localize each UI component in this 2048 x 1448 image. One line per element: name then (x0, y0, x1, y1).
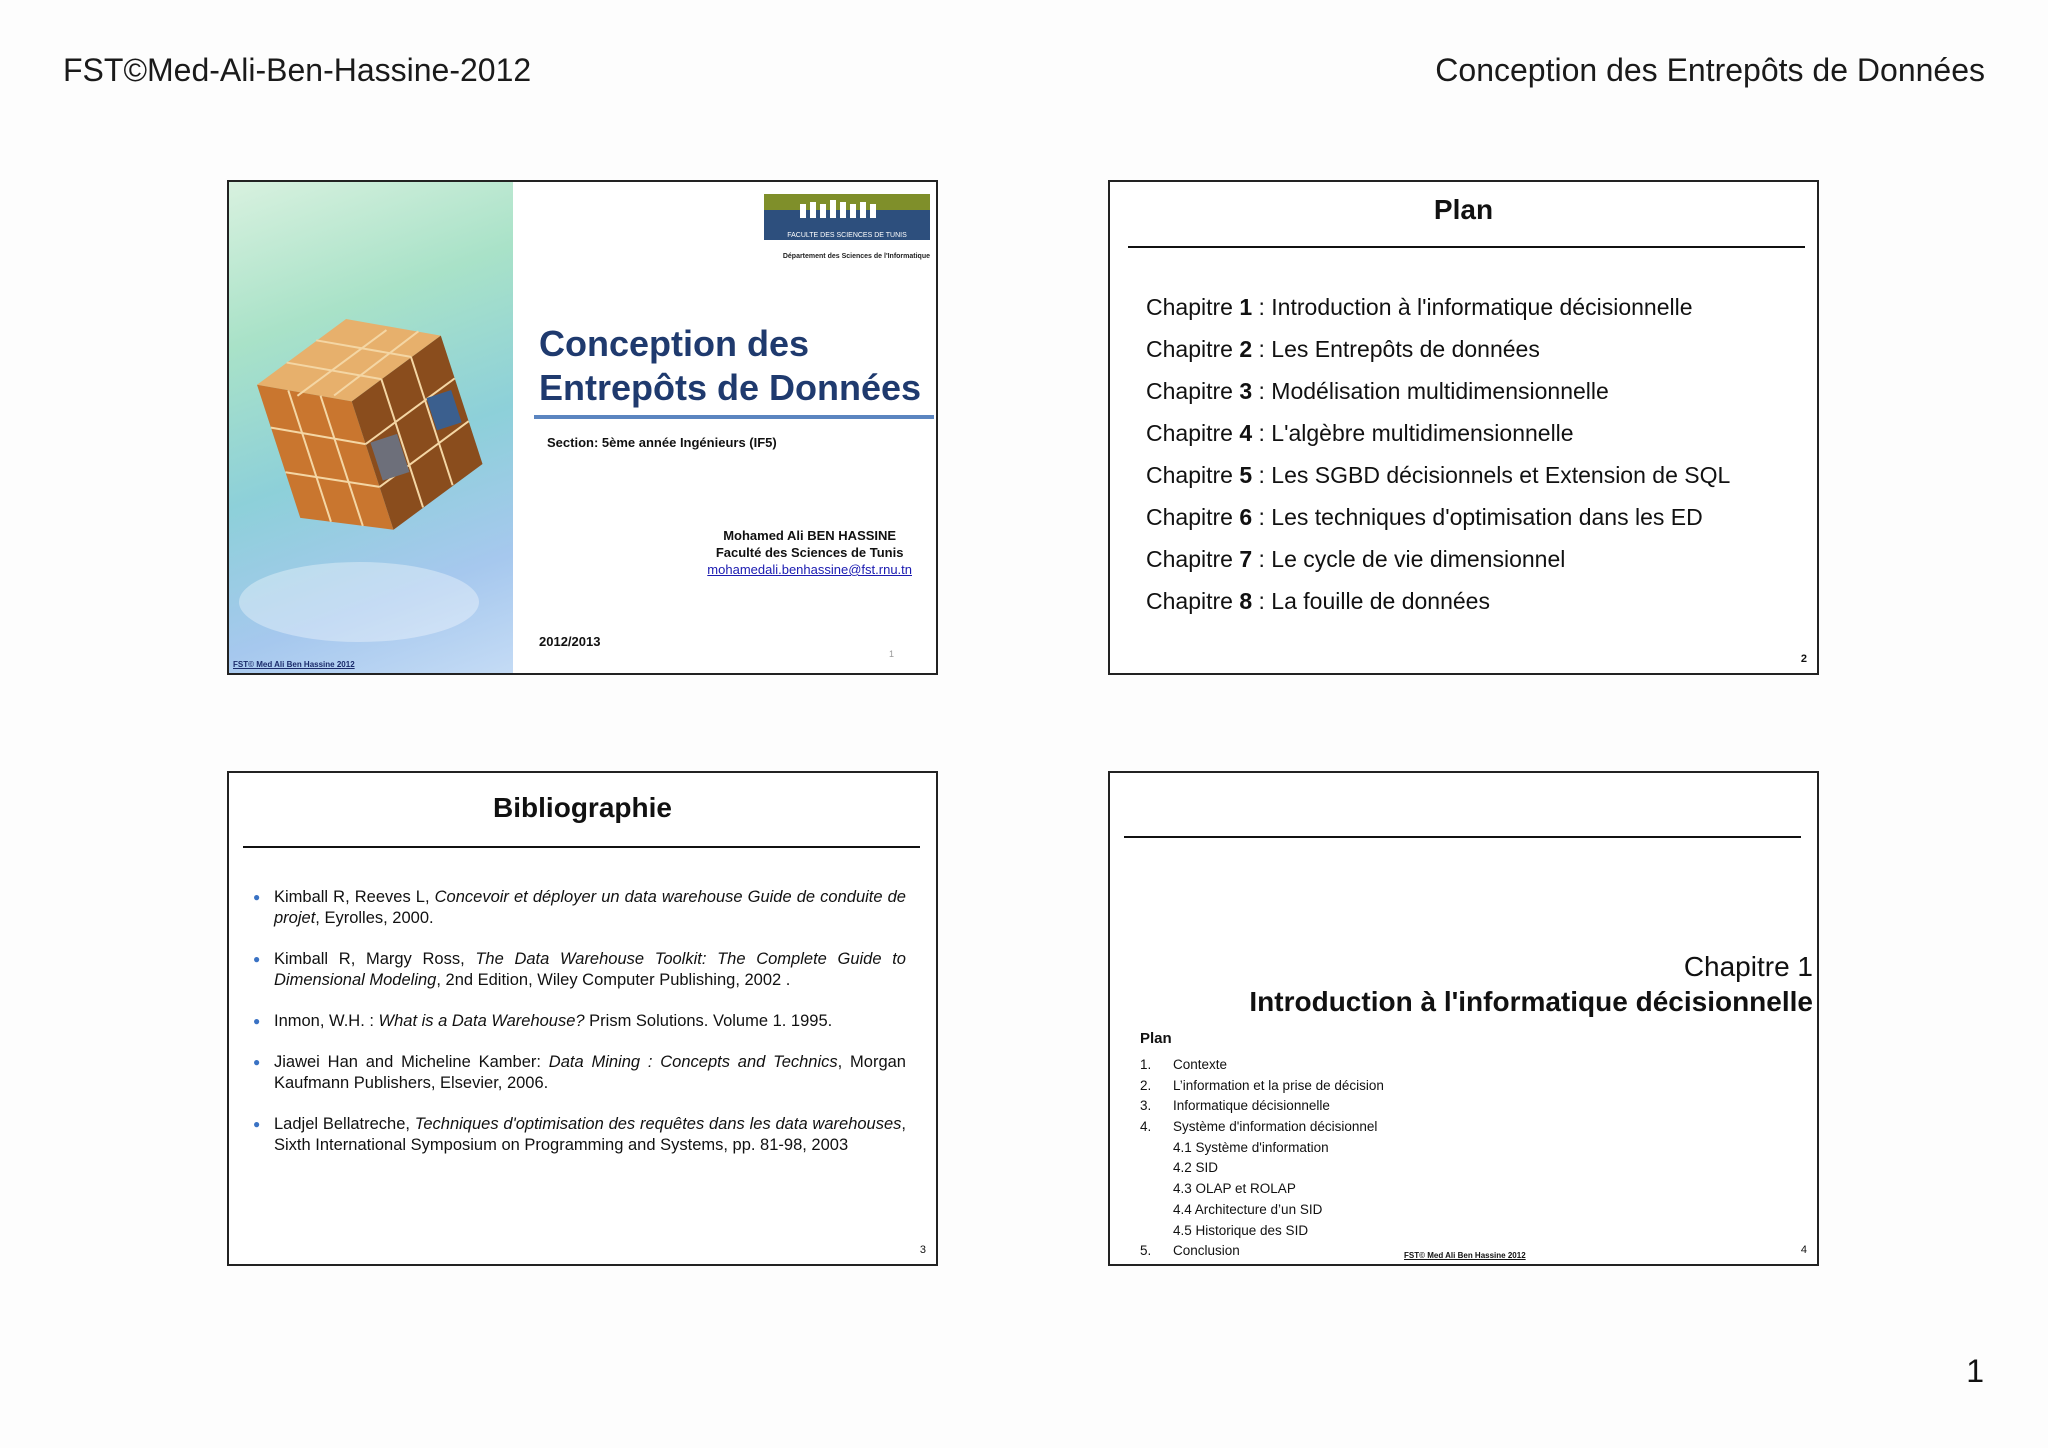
reference-authors: Jiawei Han and Micheline Kamber: (274, 1053, 549, 1071)
chapter-label: Chapitre 1 (1683, 951, 1813, 982)
reference-details: , Eyrolles, 2000. (315, 909, 434, 927)
chapter-prefix: Chapitre (1146, 588, 1240, 614)
plan-item (1140, 1179, 1384, 1200)
slide-thumbnail-2[interactable] (1108, 180, 1819, 675)
chapter-item (1146, 370, 1730, 412)
slide-title: Bibliographie (493, 792, 672, 823)
chapter-item (1146, 580, 1730, 622)
slide-number: 1 (888, 649, 894, 659)
slide-thumbnail-1[interactable] (227, 180, 938, 675)
slide-title: Conception des Entrepôts de Données (539, 323, 922, 408)
page-number: 1 (1966, 1353, 1984, 1389)
chapter-number: 6 (1239, 504, 1253, 530)
plan-item-text: 4.3 OLAP et ROLAP (1173, 1181, 1296, 1197)
page-header-left: FST©Med-Ali-Ben-Hassine-2012 (63, 52, 532, 88)
reference-details: , Morgan Kaufmann Publishers, Elsevier, 2006. (274, 1053, 906, 1092)
plan-item (1140, 1221, 1384, 1242)
reference-item (253, 887, 906, 929)
chapter-prefix: Chapitre (1146, 462, 1240, 488)
plan-item-text: Contexte (1173, 1057, 1228, 1072)
department-name: Département des Sciences de l'Informatique (782, 253, 930, 260)
plan-item-text: 4.1 Système d'information (1173, 1139, 1329, 1155)
author-email-link[interactable]: mohamedali.benhassine@fst.rnu.tn (707, 562, 912, 577)
reference-authors: Kimball R, Margy Ross, (274, 950, 476, 968)
chapter-prefix: Chapitre (1146, 294, 1240, 320)
plan-item (1140, 1158, 1384, 1179)
plan-item (1140, 1200, 1384, 1221)
chapter-prefix: Chapitre (1146, 336, 1240, 362)
cube-illustration (229, 182, 513, 673)
plan-item (1140, 1138, 1384, 1159)
chapter-number: 5 (1239, 462, 1253, 488)
reference-item (253, 1011, 906, 1032)
chapter-text: : Les Entrepôts de données (1252, 336, 1540, 362)
slide-thumbnail-4[interactable] (1108, 771, 1819, 1266)
title-rule (243, 846, 920, 848)
plan-item-number: 4. (1140, 1119, 1152, 1135)
plan-item-number: 2. (1140, 1077, 1152, 1093)
chapter-text: : Les techniques d'optimisation dans les ED (1252, 504, 1703, 530)
title-underline (534, 415, 934, 419)
plan-item-text: 4.4 Architecture d’un SID (1173, 1201, 1323, 1217)
chapter-text: : Les SGBD décisionnels et Extension de SQL (1252, 462, 1731, 488)
chapter-title: Introduction à l'informatique décisionnelle (1249, 986, 1813, 1017)
author-institution: Faculté des Sciences de Tunis (715, 545, 904, 560)
reference-authors: Kimball R, Reeves L, (274, 888, 435, 906)
reference-list (253, 887, 906, 1176)
slide-number: 2 (1800, 653, 1807, 665)
slide-title: Plan (1433, 194, 1494, 225)
chapter-prefix: Chapitre (1146, 420, 1240, 446)
academic-year: 2012/2013 (539, 634, 601, 649)
chapter-number: 8 (1239, 588, 1253, 614)
slide-number: 3 (919, 1244, 926, 1256)
slide-thumbnail-3[interactable] (227, 771, 938, 1266)
chapter-item (1146, 454, 1730, 496)
plan-item (1140, 1117, 1384, 1138)
chapter-number: 1 (1239, 294, 1253, 320)
chapter-text: : Introduction à l'informatique décisionnelle (1252, 294, 1693, 320)
plan-item (1140, 1241, 1384, 1262)
reference-details: , 2nd Edition, Wiley Computer Publishing, 2002 . (436, 971, 791, 989)
reference-title: The Data Warehouse Toolkit: The Complete Guide to Dimensional Modeling (274, 950, 906, 989)
reference-details: , Sixth International Symposium on Programming and Systems, pp. 81-98, 2003 (274, 1115, 906, 1154)
chapter-plan-list (1140, 1055, 1384, 1262)
plan-item-number: 5. (1140, 1243, 1152, 1259)
plan-item-number: 1. (1140, 1057, 1152, 1072)
author-block (707, 527, 912, 578)
plan-item-text: L’information et la prise de décision (1173, 1077, 1384, 1093)
reference-authors: Inmon, W.H. : (274, 1012, 379, 1030)
chapter-item (1146, 496, 1730, 538)
plan-item-text: Informatique décisionnelle (1173, 1098, 1330, 1114)
chapter-number: 2 (1239, 336, 1253, 362)
reference-details: Prism Solutions. Volume 1. 1995. (584, 1012, 833, 1030)
plan-item-text: Système d'information décisionnel (1173, 1119, 1378, 1135)
chapter-number: 7 (1239, 546, 1253, 572)
chapter-text: : L'algèbre multidimensionnelle (1252, 420, 1574, 446)
chapter-item (1146, 412, 1730, 454)
chapter-prefix: Chapitre (1146, 546, 1240, 572)
faculty-logo (764, 194, 930, 260)
reference-authors: Ladjel Bellatreche, (274, 1115, 415, 1133)
chapter-item (1146, 328, 1730, 370)
plan-item-number: 3. (1140, 1098, 1152, 1114)
reference-item (253, 1052, 906, 1094)
chapter-number: 4 (1239, 420, 1253, 446)
slide-credit: FST© Med Ali Ben Hassine 2012 (1404, 1251, 1526, 1260)
chapter-text: : La fouille de données (1252, 588, 1490, 614)
plan-item (1140, 1096, 1384, 1117)
chapter-item (1146, 538, 1730, 580)
page-header-right: Conception des Entrepôts de Données (1435, 52, 1985, 88)
chapter-prefix: Chapitre (1146, 378, 1240, 404)
author-name: Mohamed Ali BEN HASSINE (723, 528, 897, 543)
section-label: Section: 5ème année Ingénieurs (IF5) (547, 435, 777, 450)
svg-text:FACULTE DES SCIENCES DE TUNIS: FACULTE DES SCIENCES DE TUNIS (787, 232, 907, 239)
chapter-text: : Modélisation multidimensionnelle (1252, 378, 1609, 404)
chapter-text: : Le cycle de vie dimensionnel (1252, 546, 1566, 572)
plan-item (1140, 1076, 1384, 1097)
reference-title: Techniques d'optimisation des requêtes dans les data warehouses (414, 1115, 902, 1133)
reference-item (253, 1114, 906, 1156)
chapter-list (1146, 286, 1730, 622)
reference-item (253, 949, 906, 991)
chapter-item (1146, 286, 1730, 328)
slide-credit: FST© Med Ali Ben Hassine 2012 (233, 660, 355, 669)
plan-item-text: Conclusion (1173, 1243, 1240, 1259)
chapter-prefix: Chapitre (1146, 504, 1240, 530)
plan-item-text: 4.5 Historique des SID (1173, 1222, 1309, 1238)
plan-item-text: 4.2 SID (1173, 1160, 1219, 1176)
plan-item (1140, 1055, 1384, 1076)
chapter-number: 3 (1239, 378, 1253, 404)
plan-heading: Plan (1140, 1030, 1172, 1047)
slide-number: 4 (1800, 1244, 1807, 1256)
reference-title: What is a Data Warehouse? (378, 1012, 585, 1030)
title-rule (1128, 246, 1805, 248)
reference-title: Data Mining : Concepts and Technics (548, 1053, 838, 1071)
reference-title: Concevoir et déployer un data warehouse Guide de conduite de projet (274, 888, 906, 927)
title-rule (1124, 836, 1801, 838)
